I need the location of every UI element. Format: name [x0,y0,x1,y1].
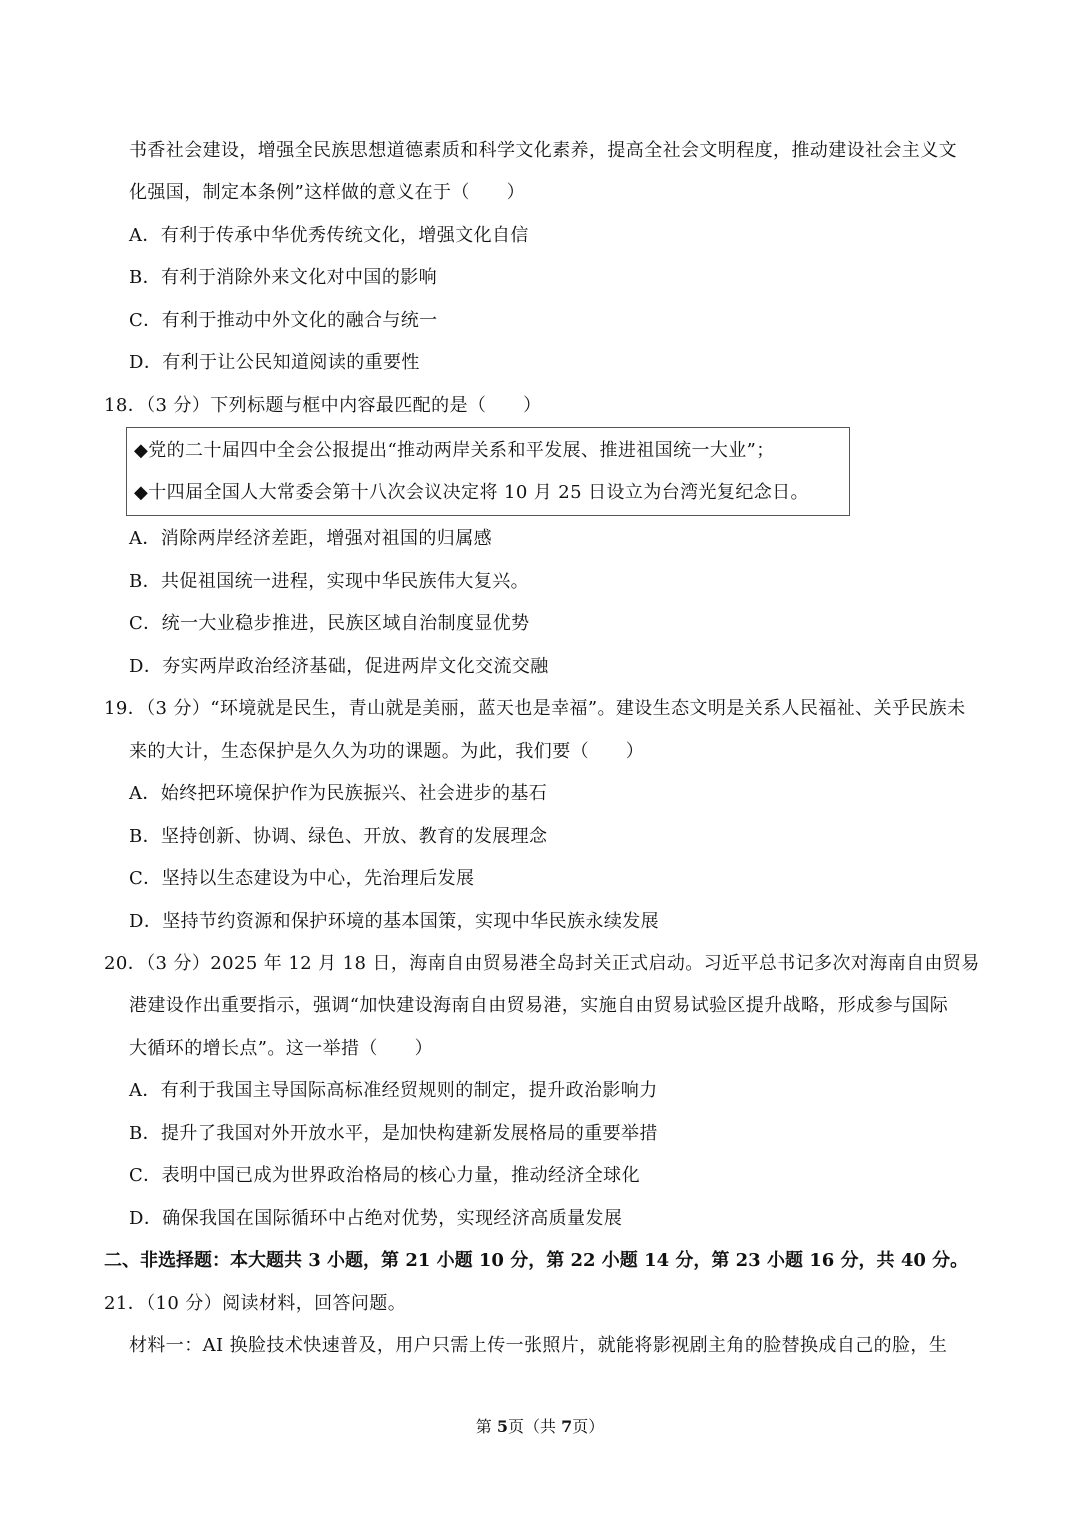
page-footer [0,1417,1080,1437]
footer-page-number: 5 [496,1417,508,1436]
q19-option-d: D．坚持节约资源和保护环境的基本国策，实现中华民族永续发展 [129,911,660,932]
q18-option-d: D．夯实两岸政治经济基础，促进两岸文化交流交融 [129,656,549,677]
q19-stem-line1: 19．（3 分）“环境就是民生，青山就是美丽，蓝天也是幸福”。建设生态文明是关系人民福祉、关乎民族未 [104,698,966,719]
q21-material1: 材料一：AI 换脸技术快速普及，用户只需上传一张照片，就能将影视剧主角的脸替换成自己的脸，生 [129,1335,948,1356]
section-heading: 二、非选择题：本大题共 3 小题，第 21 小题 10 分，第 22 小题 14 分，第 23 小题 16 分，共 40 分。 [104,1250,969,1271]
q19-stem-line2: 来的大计，生态保护是久久为功的课题。为此，我们要（ ） [129,741,645,762]
q18-stem: 18．（3 分）下列标题与框中内容最匹配的是（ ） [104,395,542,416]
q17-stem-line2: 化强国，制定本条例”这样做的意义在于（ ） [129,182,525,203]
q19-option-b: B．坚持创新、协调、绿色、开放、教育的发展理念 [129,826,548,847]
footer-middle: 页（共 [507,1417,562,1436]
q17-stem-line1: 书香社会建设，增强全民族思想道德素质和科学文化素养，提高全社会文明程度，推动建设社会主义文 [129,140,957,161]
q17-option-c: C．有利于推动中外文化的融合与统一 [129,310,438,331]
q17-option-b: B．有利于消除外来文化对中国的影响 [129,267,438,288]
q18-option-a: A．消除两岸经济差距，增强对祖国的归属感 [129,528,492,549]
footer-prefix: 第 [475,1417,497,1436]
q18-box-line2: ◆十四届全国人大常委会第十八次会议决定将 10 月 25 日设立为台湾光复纪念日。 [134,482,809,503]
q20-option-b: B．提升了我国对外开放水平，是加快构建新发展格局的重要举措 [129,1123,658,1144]
q18-box-line1: ◆党的二十届四中全会公报提出“推动两岸关系和平发展、推进祖国统一大业”； [134,440,775,461]
q21-stem: 21．（10 分）阅读材料，回答问题。 [104,1293,407,1314]
q17-option-a: A．有利于传承中华优秀传统文化，增强文化自信 [129,225,529,246]
q20-option-c: C．表明中国已成为世界政治格局的核心力量，推动经济全球化 [129,1165,640,1186]
q19-option-a: A．始终把环境保护作为民族振兴、社会进步的基石 [129,783,548,804]
q18-option-b: B．共促祖国统一进程，实现中华民族伟大复兴。 [129,571,530,592]
q17-option-d: D．有利于让公民知道阅读的重要性 [129,352,420,373]
q18-material-box [126,427,850,516]
q20-stem-line1: 20．（3 分）2025 年 12 月 18 日，海南自由贸易港全岛封关正式启动。习近平总书记多次对海南自由贸易 [104,953,980,974]
q20-option-d: D．确保我国在国际循环中占绝对优势，实现经济高质量发展 [129,1208,623,1229]
q18-option-c: C．统一大业稳步推进，民族区域自治制度显优势 [129,613,530,634]
q20-stem-line2: 港建设作出重要指示，强调“加快建设海南自由贸易港，实施自由贸易试验区提升战略，形成参与国际 [129,995,949,1016]
footer-suffix: 页） [572,1417,605,1436]
q19-option-c: C．坚持以生态建设为中心，先治理后发展 [129,868,475,889]
footer-total-pages: 7 [561,1417,573,1436]
q20-stem-line3: 大循环的增长点”。这一举措（ ） [129,1038,434,1059]
q20-option-a: A．有利于我国主导国际高标准经贸规则的制定，提升政治影响力 [129,1080,658,1101]
